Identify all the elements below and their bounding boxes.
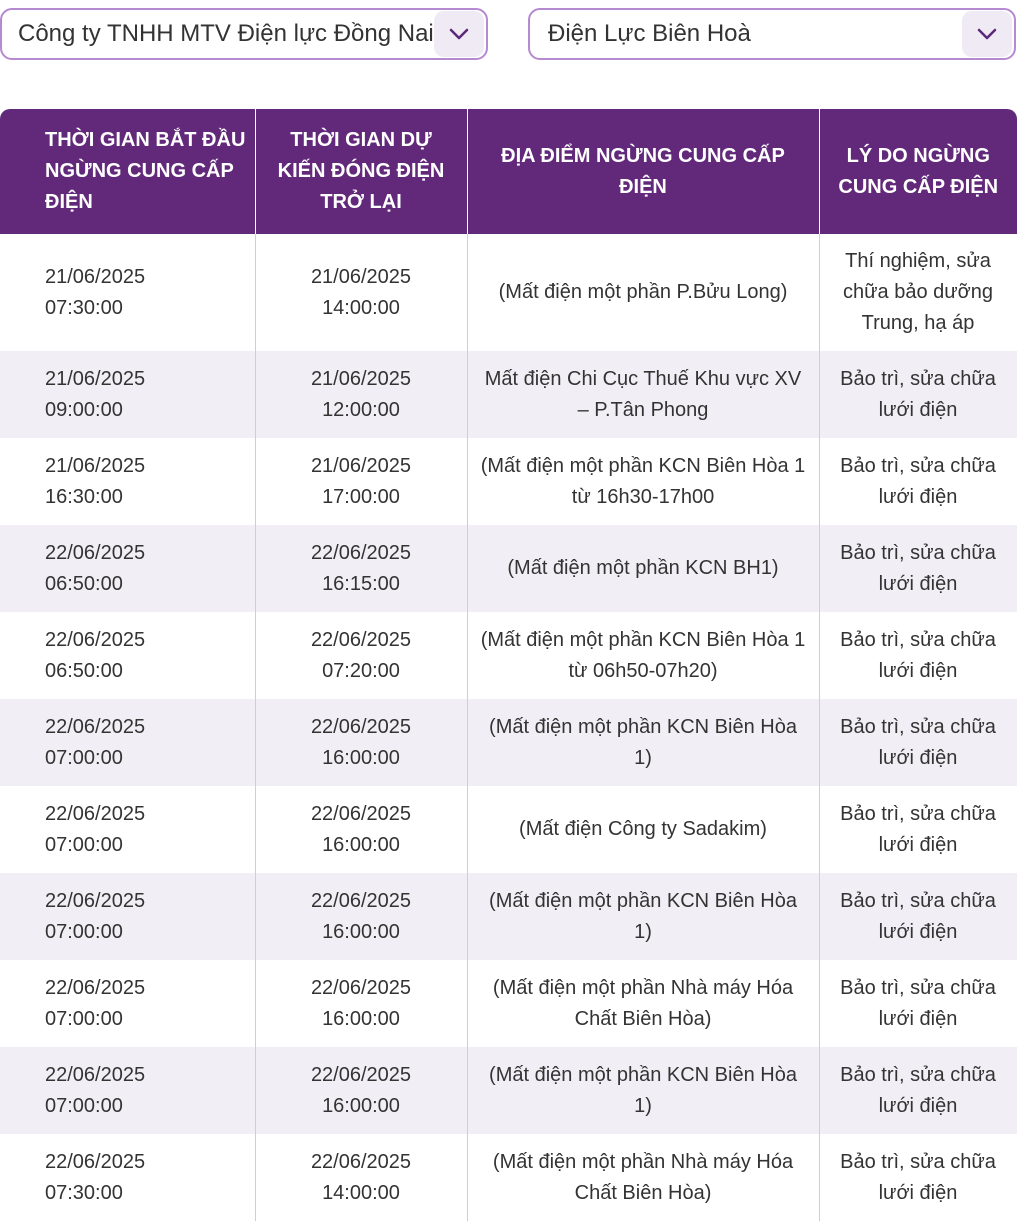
cell-restore-time bbox=[255, 351, 467, 438]
end-date: 21/06/2025 bbox=[310, 367, 412, 390]
end-time: 17:00:00 bbox=[322, 485, 400, 508]
cell-reason: Bảo trì, sửa chữa lưới điện bbox=[819, 1134, 1017, 1221]
table-row bbox=[0, 873, 1017, 960]
end-date: 21/06/2025 bbox=[310, 265, 412, 288]
end-time: 07:20:00 bbox=[322, 659, 400, 682]
end-time: 16:00:00 bbox=[322, 833, 400, 856]
start-date: 22/06/2025 bbox=[45, 889, 146, 912]
cell-location: Mất điện Chi Cục Thuế Khu vực XV – P.Tân Phong bbox=[467, 351, 819, 438]
cell-location: (Mất điện một phần Nhà máy Hóa Chất Biên Hòa) bbox=[467, 1134, 819, 1221]
header-location: ĐỊA ĐIỂM NGỪNG CUNG CẤP ĐIỆN bbox=[467, 109, 819, 234]
cell-restore-time bbox=[255, 438, 467, 525]
cell-reason: Bảo trì, sửa chữa lưới điện bbox=[819, 525, 1017, 612]
start-time: 16:30:00 bbox=[45, 485, 123, 508]
end-date: 22/06/2025 bbox=[310, 541, 412, 564]
end-time: 14:00:00 bbox=[322, 1181, 400, 1204]
cell-reason: Bảo trì, sửa chữa lưới điện bbox=[819, 1047, 1017, 1134]
start-time: 07:00:00 bbox=[45, 746, 123, 769]
start-time: 06:50:00 bbox=[45, 659, 123, 682]
end-time: 16:00:00 bbox=[322, 1007, 400, 1030]
cell-restore-time bbox=[255, 699, 467, 786]
cell-start-time bbox=[0, 525, 255, 612]
table-row bbox=[0, 960, 1017, 1047]
start-date: 22/06/2025 bbox=[45, 1063, 146, 1086]
table-row bbox=[0, 786, 1017, 873]
cell-reason: Bảo trì, sửa chữa lưới điện bbox=[819, 351, 1017, 438]
chevron-down-icon[interactable] bbox=[962, 11, 1012, 57]
cell-reason: Bảo trì, sửa chữa lưới điện bbox=[819, 612, 1017, 699]
cell-start-time bbox=[0, 960, 255, 1047]
cell-reason: Thí nghiệm, sửa chữa bảo dưỡng Trung, hạ áp bbox=[819, 234, 1017, 351]
branch-select[interactable] bbox=[528, 8, 1016, 60]
cell-location: (Mất điện một phần KCN BH1) bbox=[467, 525, 819, 612]
cell-restore-time bbox=[255, 234, 467, 351]
outage-table-container bbox=[0, 109, 1017, 1221]
cell-location: (Mất điện một phần Nhà máy Hóa Chất Biên Hòa) bbox=[467, 960, 819, 1047]
table-row bbox=[0, 525, 1017, 612]
cell-restore-time bbox=[255, 960, 467, 1047]
cell-location: (Mất điện một phần KCN Biên Hòa 1) bbox=[467, 873, 819, 960]
table-header-row bbox=[0, 109, 1017, 234]
header-reason: LÝ DO NGỪNG CUNG CẤP ĐIỆN bbox=[819, 109, 1017, 234]
branch-select-value: Điện Lực Biên Hoà bbox=[548, 20, 751, 47]
cell-reason: Bảo trì, sửa chữa lưới điện bbox=[819, 873, 1017, 960]
cell-restore-time bbox=[255, 612, 467, 699]
end-date: 22/06/2025 bbox=[310, 889, 412, 912]
cell-reason: Bảo trì, sửa chữa lưới điện bbox=[819, 960, 1017, 1047]
end-time: 16:00:00 bbox=[322, 920, 400, 943]
cell-reason: Bảo trì, sửa chữa lưới điện bbox=[819, 699, 1017, 786]
company-select-value: Công ty TNHH MTV Điện lực Đồng Nai bbox=[18, 20, 434, 47]
cell-start-time bbox=[0, 1047, 255, 1134]
start-date: 22/06/2025 bbox=[45, 976, 146, 999]
cell-restore-time bbox=[255, 786, 467, 873]
end-time: 16:00:00 bbox=[322, 1094, 400, 1117]
chevron-down-icon[interactable] bbox=[434, 11, 484, 57]
cell-location: (Mất điện một phần KCN Biên Hòa 1) bbox=[467, 1047, 819, 1134]
end-date: 22/06/2025 bbox=[310, 715, 412, 738]
end-date: 22/06/2025 bbox=[310, 976, 412, 999]
table-row bbox=[0, 1047, 1017, 1134]
table-row bbox=[0, 234, 1017, 351]
cell-restore-time bbox=[255, 1047, 467, 1134]
cell-start-time bbox=[0, 438, 255, 525]
cell-start-time bbox=[0, 786, 255, 873]
cell-start-time bbox=[0, 234, 255, 351]
start-date: 22/06/2025 bbox=[45, 1150, 146, 1173]
table-row bbox=[0, 699, 1017, 786]
cell-reason: Bảo trì, sửa chữa lưới điện bbox=[819, 438, 1017, 525]
start-time: 07:30:00 bbox=[45, 296, 123, 319]
company-select[interactable] bbox=[0, 8, 488, 60]
end-time: 12:00:00 bbox=[322, 398, 400, 421]
end-time: 14:00:00 bbox=[322, 296, 400, 319]
cell-start-time bbox=[0, 612, 255, 699]
cell-restore-time bbox=[255, 873, 467, 960]
end-date: 22/06/2025 bbox=[310, 802, 412, 825]
start-date: 22/06/2025 bbox=[45, 628, 146, 651]
cell-reason: Bảo trì, sửa chữa lưới điện bbox=[819, 786, 1017, 873]
end-time: 16:15:00 bbox=[322, 572, 400, 595]
start-date: 22/06/2025 bbox=[45, 715, 146, 738]
cell-start-time bbox=[0, 1134, 255, 1221]
cell-location: (Mất điện một phần KCN Biên Hòa 1 từ 06h50-07h20) bbox=[467, 612, 819, 699]
cell-start-time bbox=[0, 699, 255, 786]
start-time: 06:50:00 bbox=[45, 572, 123, 595]
cell-start-time bbox=[0, 873, 255, 960]
start-date: 21/06/2025 bbox=[45, 454, 146, 477]
cell-location: (Mất điện một phần KCN Biên Hòa 1 từ 16h30-17h00 bbox=[467, 438, 819, 525]
end-time: 16:00:00 bbox=[322, 746, 400, 769]
start-date: 22/06/2025 bbox=[45, 802, 146, 825]
table-row bbox=[0, 612, 1017, 699]
start-time: 07:30:00 bbox=[45, 1181, 123, 1204]
end-date: 22/06/2025 bbox=[310, 1063, 412, 1086]
start-date: 21/06/2025 bbox=[45, 367, 146, 390]
cell-location: (Mất điện một phần P.Bửu Long) bbox=[467, 234, 819, 351]
start-time: 09:00:00 bbox=[45, 398, 123, 421]
cell-start-time bbox=[0, 351, 255, 438]
end-date: 22/06/2025 bbox=[310, 628, 412, 651]
cell-location: (Mất điện một phần KCN Biên Hòa 1) bbox=[467, 699, 819, 786]
start-time: 07:00:00 bbox=[45, 1007, 123, 1030]
end-date: 22/06/2025 bbox=[310, 1150, 412, 1173]
header-restore-time: THỜI GIAN DỰ KIẾN ĐÓNG ĐIỆN TRỞ LẠI bbox=[255, 109, 467, 234]
cell-restore-time bbox=[255, 1134, 467, 1221]
header-start-time: THỜI GIAN BẮT ĐẦU NGỪNG CUNG CẤP ĐIỆN bbox=[0, 109, 255, 234]
cell-restore-time bbox=[255, 525, 467, 612]
table-row bbox=[0, 1134, 1017, 1221]
start-date: 22/06/2025 bbox=[45, 541, 146, 564]
end-date: 21/06/2025 bbox=[310, 454, 412, 477]
table-row bbox=[0, 351, 1017, 438]
table-row bbox=[0, 438, 1017, 525]
start-date: 21/06/2025 bbox=[45, 265, 146, 288]
start-time: 07:00:00 bbox=[45, 920, 123, 943]
outage-table bbox=[0, 109, 1017, 1221]
cell-location: (Mất điện Công ty Sadakim) bbox=[467, 786, 819, 873]
start-time: 07:00:00 bbox=[45, 1094, 123, 1117]
start-time: 07:00:00 bbox=[45, 833, 123, 856]
